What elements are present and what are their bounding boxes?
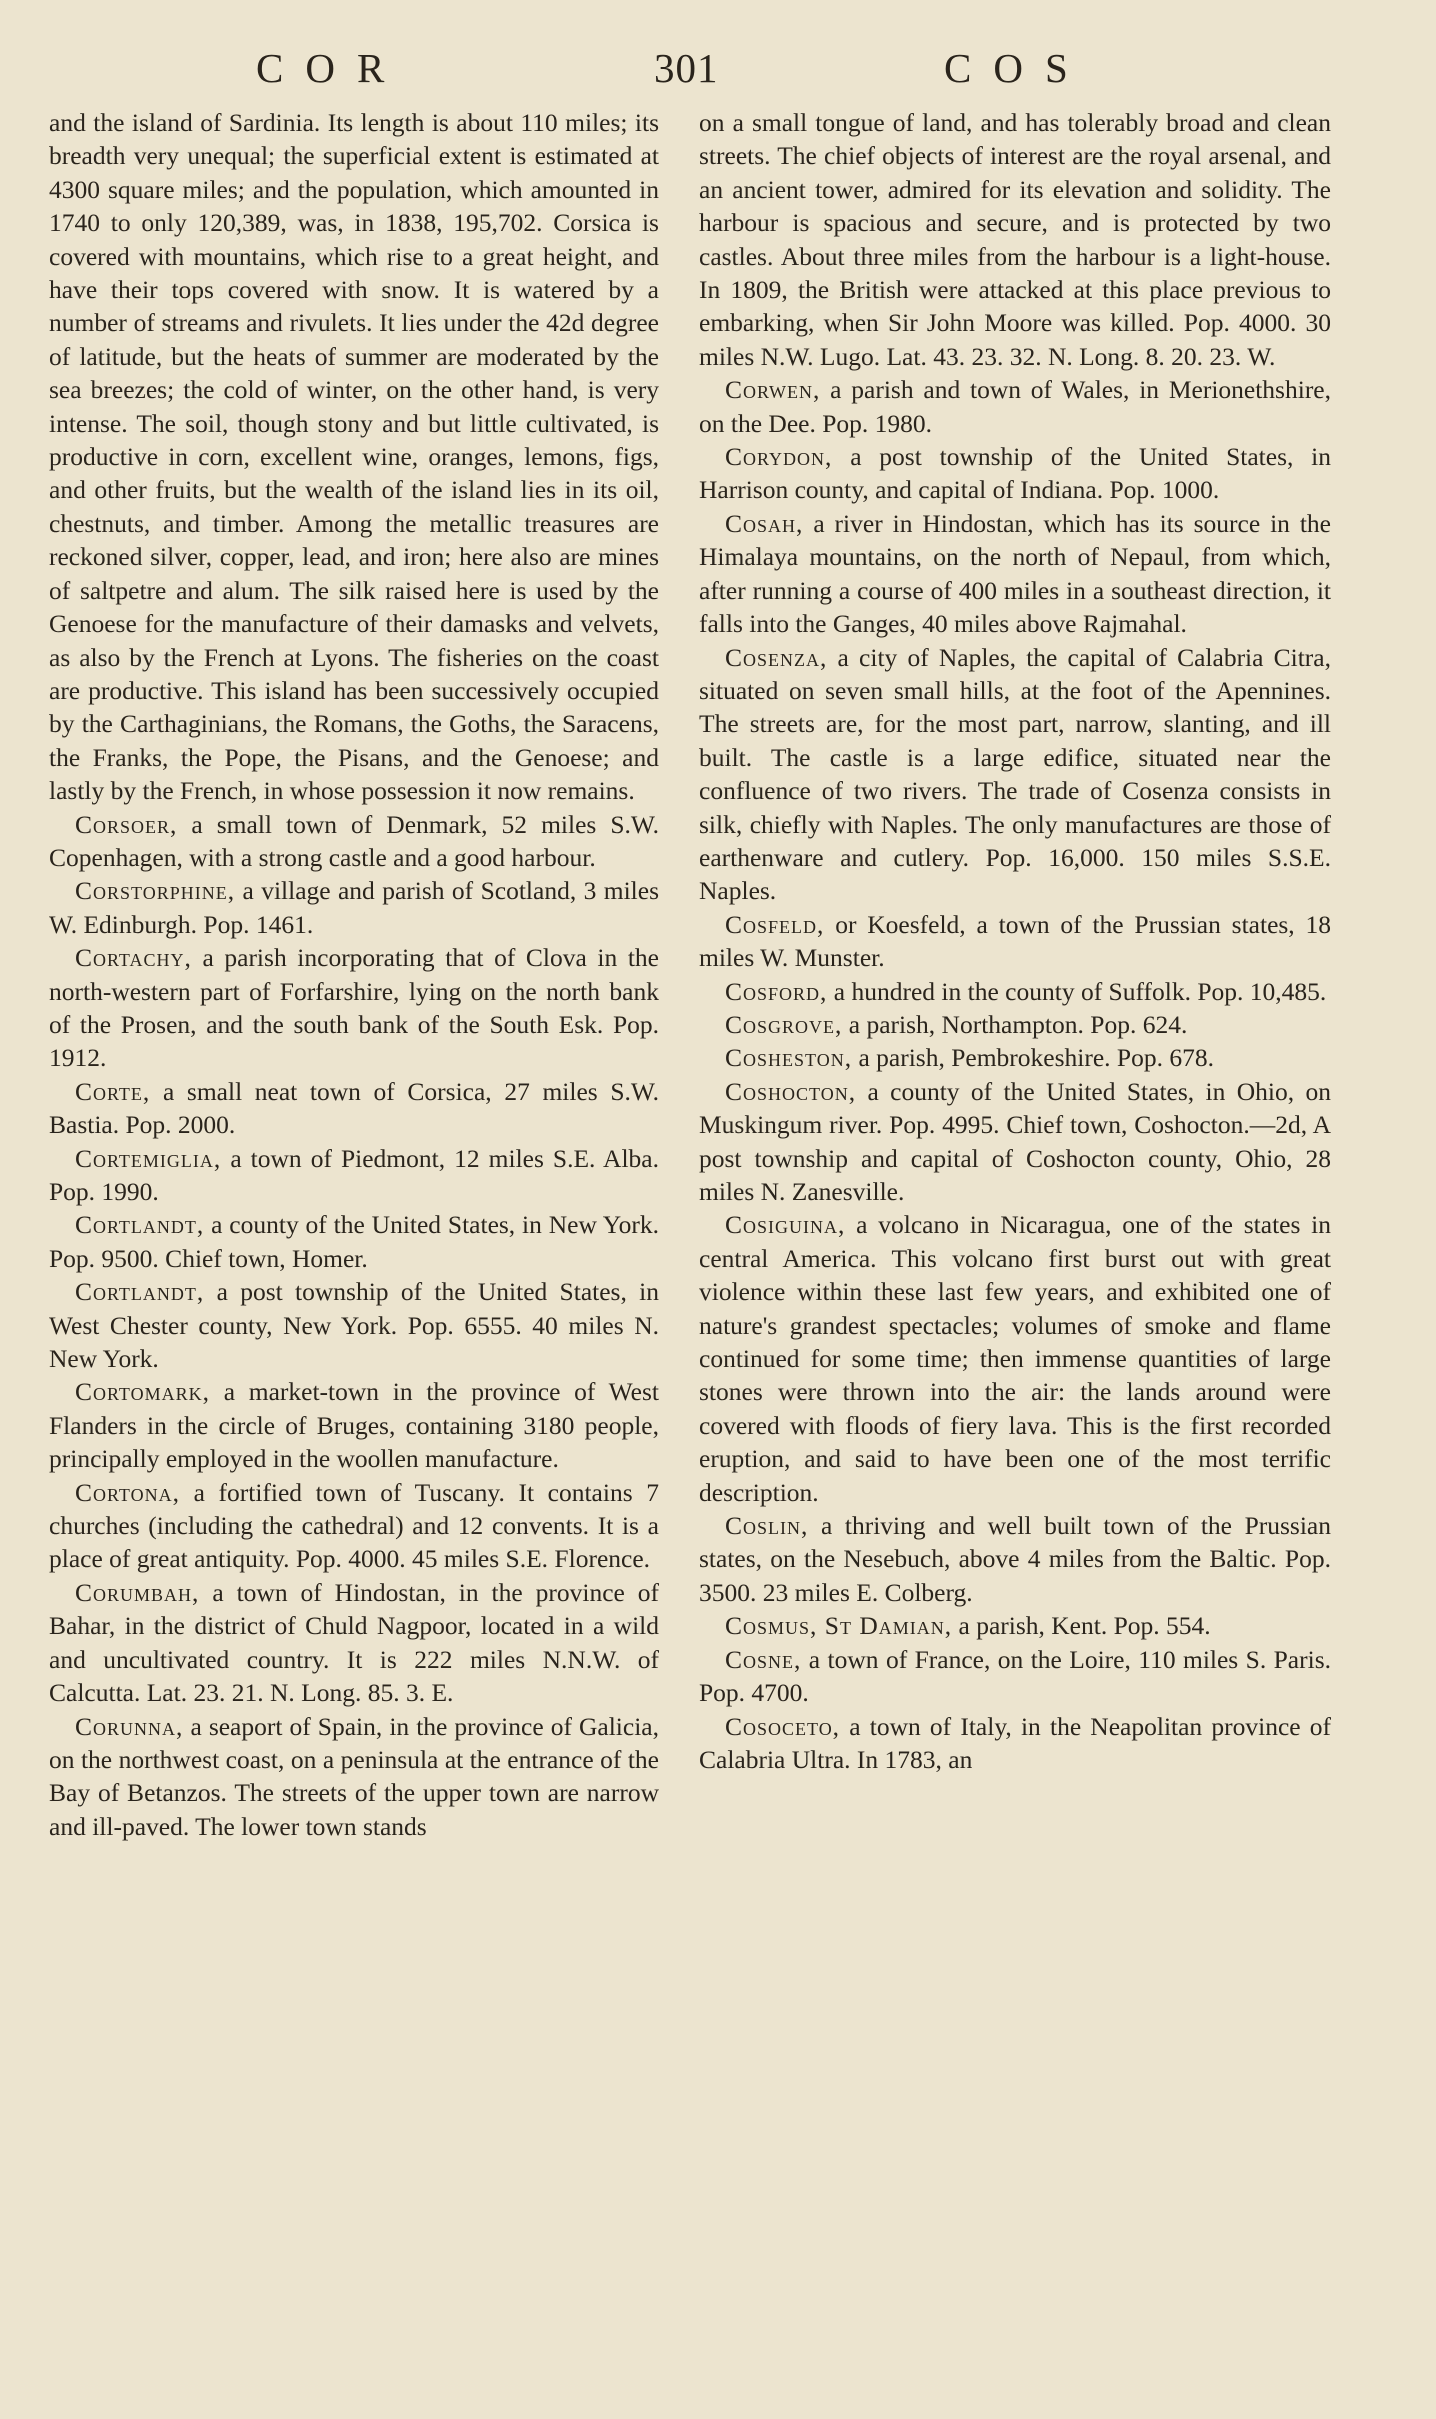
entry-headword: Coshocton, xyxy=(725,1076,857,1106)
entry-text: a river in Hindostan, which has its source in the Himalaya mountains, on the north of Nepaul, from which, after running a course of 400 miles in a southeast direction, it falls into the Ganges, 40 miles above Rajmahal. xyxy=(699,508,1331,639)
dictionary-entry xyxy=(49,1075,659,1142)
entry-text: or Koesfeld, a town of the Prussian states, 18 miles W. Munster. xyxy=(699,909,1331,973)
dictionary-entry xyxy=(49,1208,659,1275)
entry-text: a fortified town of Tuscany. It contains 7 churches (including the cathedral) and 12 convents. It is a place of great antiquity. Pop. 4000. 45 miles S.E. Florence. xyxy=(49,1477,659,1574)
entry-text: a market-town in the province of West Flanders in the circle of Bruges, containing 3180 people, principally employed in the woollen manufacture. xyxy=(49,1377,659,1474)
dictionary-entry xyxy=(699,1041,1331,1074)
entry-headword: Cortemiglia, xyxy=(75,1143,222,1173)
dictionary-entry xyxy=(49,874,659,941)
entry-headword: Cosmus, St Damian, xyxy=(725,1611,953,1641)
entry-headword: Cortachy, xyxy=(75,943,192,973)
entry-text: a parish and town of Wales, in Merionethshire, on the Dee. Pop. 1980. xyxy=(699,375,1331,438)
dictionary-entry xyxy=(699,1075,1331,1209)
entry-text: a county of the United States, in Ohio, on Muskingum river. Pop. 4995. Chief town, Coshocton.—2d, A post township and capital of Coshocton county, Ohio, 28 miles N. Zanesville. xyxy=(699,1076,1331,1206)
dictionary-entry xyxy=(699,507,1331,641)
entry-text: a volcano in Nicaragua, one of the states in central America. This volcano first burst out with great violence within these last few years, and exhibited one of nature's grandest spectacles; volumes of smoke and flame continued for some time; then immense quantities of large stones were thrown into the air: the lands around were covered with floods of fiery lava. This is the first recorded eruption, and said to have been one of the most terrific description. xyxy=(699,1210,1331,1507)
dictionary-entry xyxy=(699,1008,1331,1041)
entry-headword: Cosah, xyxy=(725,508,804,538)
entry-text: a county of the United States, in New York. Pop. 9500. Chief town, Homer. xyxy=(49,1210,659,1273)
entry-text: and the island of Sardinia. Its length is about 110 miles; its breadth very unequal; the superficial extent is estimated at 4300 square miles; and the population, which amounted in 1740 to only 120,389, was, in 1838, 195,702. Corsica is covered with mountains, which rise to a great height, and have their tops covered with snow. It is watered by a number of streams and rivulets. It lies under the 42d degree of latitude, but the heats of summer are moderated by the sea breezes; the cold of winter, on the other hand, is very intense. The soil, though stony and but little cultivated, is productive in corn, excellent wine, oranges, lemons, figs, and other fruits, but the wealth of the island lies in its oil, chestnuts, and timber. Among the metallic treasures are reckoned silver, copper, lead, and iron; here also are mines of saltpetre and alum. The silk raised here is used by the Genoese for the manufacture of their damasks and velvets, as also by the French at Lyons. The fisheries on the coast are productive. This island has been successively occupied by the Carthaginians, the Romans, the Goths, the Saracens, the Franks, the Pope, the Pisans, and the Genoese; and lastly by the French, in whose possession it now remains. xyxy=(49,108,659,806)
dictionary-entry xyxy=(699,440,1331,507)
entry-text: a town of Hindostan, in the province of Bahar, in the district of Chuld Nagpoor, located in a wild and uncultivated country. It is 222 miles N.N.W. of Calcutta. Lat. 23. 21. N. Long. 85. 3. E. xyxy=(49,1577,659,1708)
entry-headword: Cosfeld, xyxy=(725,909,825,939)
entry-headword: Cosenza, xyxy=(725,642,828,672)
dictionary-entry xyxy=(49,1476,659,1576)
continued-entry-text xyxy=(699,106,1331,373)
entry-text: a thriving and well built town of the Prussian states, on the Nesebuch, above 4 miles from the Baltic. Pop. 3500. 23 miles E. Colberg. xyxy=(699,1511,1331,1607)
dictionary-entry xyxy=(699,1643,1331,1710)
entry-text: a small town of Denmark, 52 miles S.W. Copenhagen, with a strong castle and a good harbour. xyxy=(49,809,659,872)
entry-headword: Cosheston, xyxy=(725,1043,853,1073)
entry-headword: Coslin, xyxy=(725,1511,809,1541)
entry-text: a seaport of Spain, in the province of Galicia, on the northwest coast, on a peninsula at the entrance of the Bay of Betanzos. The streets of the upper town are narrow and ill-paved. The lower town stands xyxy=(49,1711,659,1841)
page-header xyxy=(0,44,1436,94)
dictionary-entry xyxy=(699,641,1331,908)
entry-headword: Cosne, xyxy=(725,1644,802,1674)
entry-headword: Corsoer, xyxy=(75,809,178,839)
dictionary-entry xyxy=(699,1208,1331,1509)
entry-text: a town of Italy, in the Neapolitan province of Calabria Ultra. In 1783, an xyxy=(699,1711,1331,1774)
dictionary-entry xyxy=(699,1609,1331,1642)
entry-headword: Corstorphine, xyxy=(75,876,236,906)
entry-text: a small neat town of Corsica, 27 miles S.W. Bastia. Pop. 2000. xyxy=(49,1076,659,1140)
entry-text: a parish incorporating that of Clova in the north-western part of Forfarshire, lying on the north bank of the Prosen, and the south bank of the South Esk. Pop. 1912. xyxy=(49,943,659,1073)
dictionary-entry xyxy=(49,1142,659,1209)
entry-text: a hundred in the county of Suffolk. Pop. 10,485. xyxy=(827,976,1327,1006)
entry-text: a village and parish of Scotland, 3 miles W. Edinburgh. Pop. 1461. xyxy=(49,876,659,939)
entry-headword: Corumbah, xyxy=(75,1577,200,1607)
dictionary-entry xyxy=(49,941,659,1075)
continued-entry-text xyxy=(49,106,659,808)
entry-text: a parish, Kent. Pop. 554. xyxy=(952,1611,1211,1641)
left-column xyxy=(49,106,659,1843)
dictionary-entry xyxy=(699,373,1331,440)
entry-headword: Cortlandt, xyxy=(75,1210,205,1240)
entry-headword: Cortomark, xyxy=(75,1377,210,1407)
entry-text: a city of Naples, the capital of Calabria Citra, situated on seven small hills, at the foot of the Apennines. The streets are, for the most part, narrow, slanting, and ill built. The castle is a large edifice, situated near the confluence of two rivers. The trade of Cosenza consists in silk, chiefly with Naples. The only manufactures are those of earthenware and cutlery. Pop. 16,000. 150 miles S.S.E. Naples. xyxy=(699,642,1331,906)
entry-text: a post township of the United States, in Harrison county, and capital of Indiana. Pop. 1000. xyxy=(699,442,1331,505)
left-guide-word: COR xyxy=(256,45,407,91)
entry-headword: Cosford, xyxy=(725,976,828,1006)
right-guide-word: COS xyxy=(944,45,1090,91)
entry-text: a town of Piedmont, 12 miles S.E. Alba. Pop. 1990. xyxy=(49,1143,659,1206)
entry-headword: Corte, xyxy=(75,1076,151,1106)
dictionary-entry xyxy=(699,908,1331,975)
entry-text: a parish, Pembrokeshire. Pop. 678. xyxy=(852,1043,1214,1073)
entry-text: a town of France, on the Loire, 110 miles S. Paris. Pop. 4700. xyxy=(699,1644,1331,1708)
page-number: 301 xyxy=(654,45,719,91)
entry-headword: Corunna, xyxy=(75,1711,184,1741)
dictionary-entry xyxy=(49,808,659,875)
entry-headword: Corwen, xyxy=(725,375,821,405)
entry-headword: Cortlandt, xyxy=(75,1277,205,1307)
entry-headword: Cosgrove, xyxy=(725,1009,843,1039)
entry-headword: Cosiguina, xyxy=(725,1210,846,1240)
dictionary-entry xyxy=(49,1576,659,1710)
dictionary-entry xyxy=(699,1509,1331,1609)
dictionary-entry xyxy=(49,1275,659,1375)
dictionary-entry xyxy=(49,1375,659,1475)
right-column xyxy=(699,106,1331,1776)
entry-text: a post township of the United States, in West Chester county, New York. Pop. 6555. 40 miles N. New York. xyxy=(49,1277,659,1374)
entry-headword: Cortona, xyxy=(75,1477,180,1507)
dictionary-entry xyxy=(49,1710,659,1844)
entry-text: on a small tongue of land, and has tolerably broad and clean streets. The chief objects of interest are the royal arsenal, and an ancient tower, admired for its elevation and solidity. The harbour is spacious and secure, and is protected by two castles. About three miles from the harbour is a light-house. In 1809, the British were attacked at this place previous to embarking, when Sir John Moore was killed. Pop. 4000. 30 miles N.W. Lugo. Lat. 43. 23. 32. N. Long. 8. 20. 23. W. xyxy=(699,108,1331,371)
dictionary-entry xyxy=(699,975,1331,1008)
entry-text: a parish, Northampton. Pop. 624. xyxy=(842,1009,1188,1039)
dictionary-entry xyxy=(699,1710,1331,1777)
entry-headword: Corydon, xyxy=(725,442,833,472)
entry-headword: Cosoceto, xyxy=(725,1711,841,1741)
